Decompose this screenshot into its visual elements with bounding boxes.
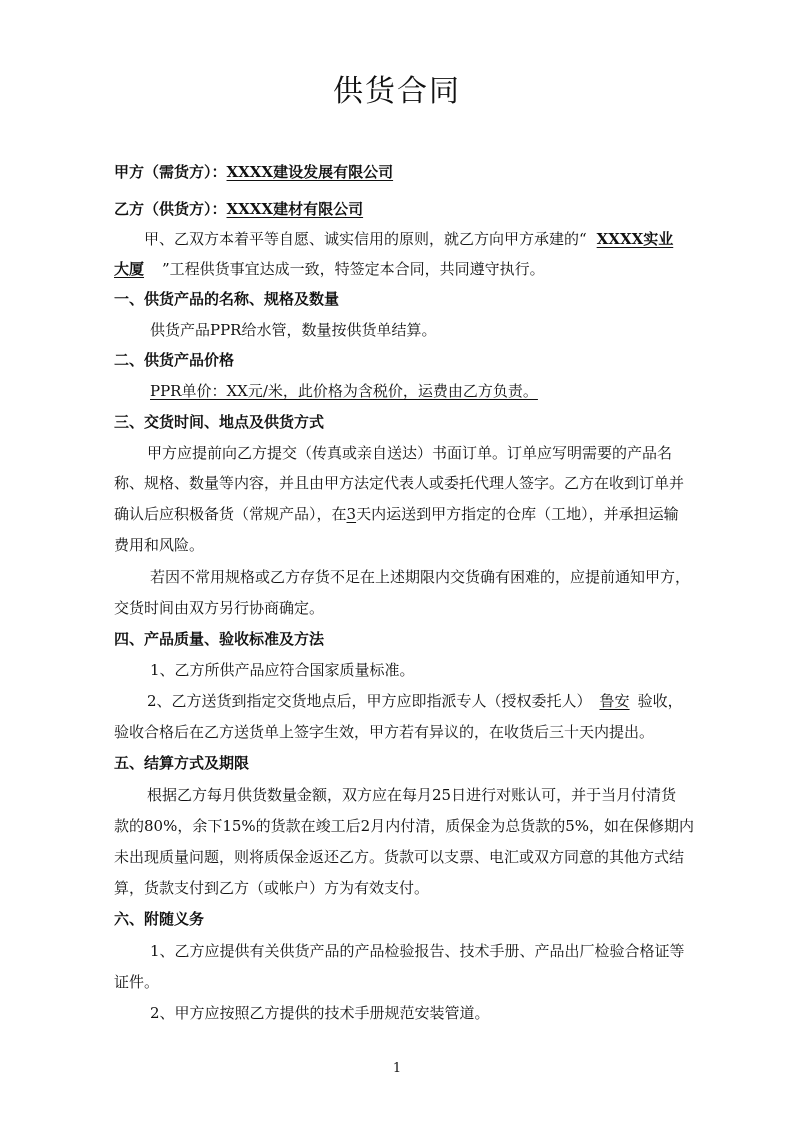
section-3-line-6: 交货时间由双方另行协商确定。	[114, 599, 325, 617]
section-6-heading: 六、附随义务	[114, 910, 205, 928]
party-b-label: 乙方（供货方）：	[114, 200, 227, 218]
section-3-line-3a: 确认后应积极备货（常规产品），在	[114, 505, 347, 523]
section-2-heading: 二、供货产品价格	[114, 351, 235, 369]
party-a-value: XXXX建设发展有限公司	[226, 163, 394, 181]
section-5-line-2: 款的80%，余下15%的货款在竣工后2月内付清，质保金为总货款的5%，如在保修期内	[114, 817, 695, 835]
section-3-line-2: 称、规格、数量等内容，并且由甲方法定代表人或委托代理人签字。乙方在收到订单并	[114, 474, 685, 492]
intro-part2: ”工程供货事宜达成一致，特签定本合同，共同遵守执行。	[162, 260, 545, 278]
section-3-line-3b: 天内运送到甲方指定的仓库（工地），并承担运输	[356, 505, 679, 523]
section-5-heading: 五、结算方式及期限	[114, 754, 250, 772]
section-1-heading: 一、供货产品的名称、规格及数量	[114, 290, 340, 308]
section-4-line-2b: 验收，	[637, 692, 683, 710]
section-4-line-2	[114, 691, 724, 711]
section-4-line-1: 1、乙方所供产品应符合国家质量标准。	[150, 661, 415, 679]
intro-part1: 甲、乙双方本着平等自愿、诚实信用的原则，就乙方向甲方承建的“	[144, 230, 587, 248]
intro-line-1	[114, 229, 724, 249]
section-6-line-1: 1、乙方应提供有关供货产品的产品检验报告、技术手册、产品出厂检验合格证等	[150, 942, 685, 960]
party-a-label: 甲方（需货方）：	[114, 163, 227, 181]
section-6-line-3: 2、甲方应按照乙方提供的技术手册规范安装管道。	[150, 1004, 490, 1022]
party-b-value: XXXX建材有限公司	[226, 200, 364, 218]
section-5-line-1: 根据乙方每月供货数量金额，双方应在每月25日进行对账认可，并于当月付清货	[147, 786, 677, 804]
section-2-line	[114, 381, 724, 401]
delivery-days: 3	[346, 505, 357, 523]
section-3-line-1: 甲方应提前向乙方提交（传真或亲自送达）书面订单。订单应写明需要的产品名	[147, 444, 673, 462]
section-4-heading: 四、产品质量、验收标准及方法	[114, 630, 325, 648]
intro-project-a: XXXX实业	[596, 230, 674, 248]
intro-project-b: 大厦	[114, 260, 145, 278]
party-a-line	[114, 162, 724, 182]
section-3-line-4: 费用和风险。	[114, 536, 205, 554]
section-3-heading: 三、交货时间、地点及供货方式	[114, 413, 325, 431]
intro-line-2	[114, 259, 724, 279]
section-5-line-4: 算，货款支付到乙方（或帐户）方为有效支付。	[114, 879, 430, 897]
page-number: 1	[392, 1061, 402, 1076]
section-3-line-5: 若因不常用规格或乙方存货不足在上述期限内交货确有困难的，应提前通知甲方，	[150, 568, 691, 586]
section-4-line-2a: 2、乙方送货到指定交货地点后，甲方应即指派专人（授权委托人）	[147, 692, 592, 710]
section-5-line-3: 未出现质量问题，则将质保金返还乙方。货款可以支票、电汇或双方同意的其他方式结	[114, 848, 685, 866]
section-2-paragraph: PPR单价：XX元/米，此价格为含税价，运费由乙方负责。	[150, 382, 538, 400]
authorized-person: 鲁安	[599, 692, 630, 710]
document-title: 供货合同	[333, 74, 461, 109]
section-6-line-2: 证件。	[114, 973, 160, 991]
party-b-line	[114, 199, 724, 219]
section-4-line-3: 验收合格后在乙方送货单上签字生效，甲方若有异议的，在收货后三十天内提出。	[114, 723, 655, 741]
section-1-paragraph: 供货产品PPR给水管，数量按供货单结算。	[150, 321, 437, 339]
section-3-line-3	[114, 504, 724, 524]
